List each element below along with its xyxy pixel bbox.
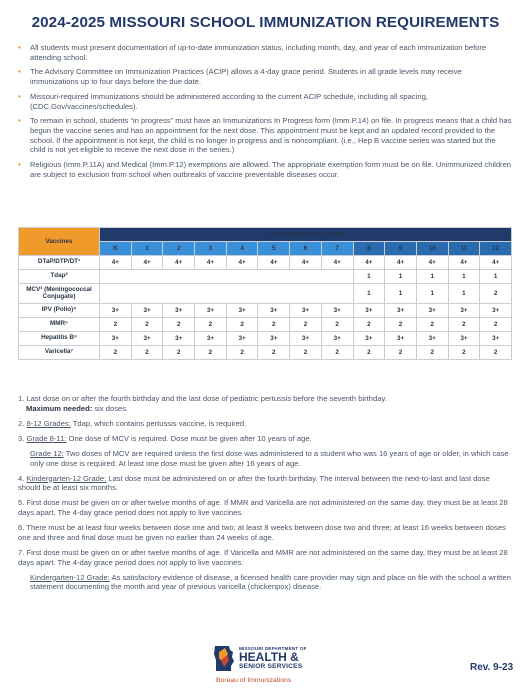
list-item: • Religious (Imm.P.11A) and Medical (Imm.P.12) exemptions are allowed. The appropriate exemption form must be on file. Unimmunized children are subject to exclusion from school when outbreaks of vaccine preventable diseases occur. (18, 160, 512, 179)
dose-cell: 4+ (226, 256, 258, 270)
dose-cell: 4+ (290, 256, 322, 270)
dose-cell: 2 (258, 346, 290, 360)
dose-cell: 3+ (131, 304, 163, 318)
table-row (19, 256, 512, 270)
grade-header: 2 (163, 242, 195, 256)
footnote-6: 6. There must be at least four weeks between dose one and two; at least 8 weeks between dose two and three; at least 16 weeks between doses one and three and final dose must be given no earlier than 24 weeks of age. (18, 523, 506, 542)
dose-cell: 3+ (448, 332, 480, 346)
dose-cell: 3+ (321, 332, 353, 346)
dose-cell: 2 (290, 346, 322, 360)
footnote-4: 4. Kindergarten-12 Grade: Last dose must be administered on or after the fourth birthday. The interval between the next-to-last and last dose should be at least six months. (18, 473, 490, 493)
dose-cell: 1 (480, 270, 512, 284)
dose-cell: 4+ (353, 256, 385, 270)
dose-cell: 3+ (226, 304, 258, 318)
list-item: • The Advisory Committee on Immunization Practices (ACIP) allows a 4-day grace period. Students in all grade levels may receive immunizations up to four days before the due date. (18, 67, 462, 87)
dose-cell: 3+ (416, 304, 448, 318)
dose-cell: 4+ (416, 256, 448, 270)
dhss-logo: MISSOURI DEPARTMENT OF HEALTH & SENIOR SERVICES Bureau of Immunizations (212, 644, 332, 690)
not-required-cell (100, 284, 354, 304)
dose-cell: 1 (448, 270, 480, 284)
dose-cell: 3+ (226, 332, 258, 346)
dose-header: Dose Required by Grade (100, 228, 512, 242)
vaccine-name: Hepatitis B⁶ (19, 332, 100, 346)
grade-header: 10 (416, 242, 448, 256)
dose-cell: 2 (385, 318, 417, 332)
vaccine-name: Tdap² (19, 270, 100, 284)
table-row (19, 270, 512, 284)
footnote-7-kindergarten: Kindergarten-12 Grade: As satisfactory evidence of disease, a licensed health care provider may sign and place on file with the school a written statement documenting the month and year of previous varicella (chickenpox) disease. (30, 572, 511, 592)
grade-header: 11 (448, 242, 480, 256)
vaccine-name: MCV³ (Meningococcal Conjugate) (19, 284, 100, 304)
dose-cell: 2 (226, 318, 258, 332)
footnote-3-grade-12: Grade 12: Two doses of MCV are required unless the first dose was administered to a student who was 16 years of age or older, in which case only one dose is required. At least one dose must be given after 16 years of age. (30, 448, 509, 468)
dose-cell: 2 (353, 346, 385, 360)
dose-cell: 2 (163, 318, 195, 332)
dose-cell: 2 (448, 346, 480, 360)
dose-cell: 3+ (290, 332, 322, 346)
dose-cell: 3+ (290, 304, 322, 318)
dose-cell: 1 (448, 284, 480, 304)
dose-table (18, 227, 512, 360)
dose-cell: 3+ (385, 332, 417, 346)
dose-cell: 3+ (416, 332, 448, 346)
dose-cell: 2 (100, 318, 132, 332)
dose-cell: 4+ (385, 256, 417, 270)
dose-cell: 1 (416, 284, 448, 304)
dose-cell: 1 (416, 270, 448, 284)
missouri-state-icon (212, 644, 236, 674)
grade-header: 9 (385, 242, 417, 256)
table-row (19, 346, 512, 360)
vaccine-name: MMR⁵ (19, 318, 100, 332)
dose-cell: 4+ (163, 256, 195, 270)
grade-header: 4 (226, 242, 258, 256)
bullet-icon: • (18, 116, 21, 126)
grade-header: K (100, 242, 132, 256)
dose-cell: 2 (226, 346, 258, 360)
grade-header: 12 (480, 242, 512, 256)
dose-cell: 1 (385, 284, 417, 304)
dose-cell: 1 (353, 284, 385, 304)
dose-cell: 3+ (100, 304, 132, 318)
dose-cell: 2 (448, 318, 480, 332)
list-item: • Missouri-required immunizations should be administered according to the current ACIP schedule, including all spacing, (CDC.Gov/vaccines/schedules). (18, 91, 428, 111)
dose-cell: 2 (353, 318, 385, 332)
dose-cell: 2 (416, 318, 448, 332)
dose-cell: 3+ (385, 304, 417, 318)
dose-cell: 3+ (163, 304, 195, 318)
dose-cell: 2 (321, 346, 353, 360)
dose-cell: 3+ (258, 332, 290, 346)
dose-cell: 4+ (195, 256, 227, 270)
footnote-1: 1. Last dose on or after the fourth birthday and the last dose of pediatric pertussis before the seventh birthday. Maximum needed: six doses. (18, 394, 387, 413)
grade-header: 1 (131, 242, 163, 256)
dose-cell: 2 (131, 346, 163, 360)
dose-cell: 3+ (480, 332, 512, 346)
grade-header: 3 (195, 242, 227, 256)
dose-cell: 4+ (100, 256, 132, 270)
footnote-5: 5. First dose must be given on or after twelve months of age. If MMR and Varicella are not administered on the same day, they must be at least 28 days apart. The 4-day grace period does not apply to live vaccines. (18, 498, 508, 518)
footnote-3: 3. Grade 8-11: One dose of MCV is required. Dose must be given after 10 years of age. (18, 433, 312, 443)
vaccine-name: DTaP/DTP/DT¹ (19, 256, 100, 270)
dose-cell: 2 (416, 346, 448, 360)
dose-cell: 2 (195, 346, 227, 360)
dose-cell: 1 (385, 270, 417, 284)
bullet-icon: • (18, 160, 21, 170)
dose-cell: 2 (163, 346, 195, 360)
dose-cell: 2 (480, 284, 512, 304)
table-row (19, 284, 512, 304)
grade-header: 7 (321, 242, 353, 256)
dose-cell: 2 (131, 318, 163, 332)
dose-cell: 3+ (100, 332, 132, 346)
not-required-cell (100, 270, 354, 284)
dose-cell: 4+ (258, 256, 290, 270)
dose-cell: 1 (353, 270, 385, 284)
dose-cell: 4+ (321, 256, 353, 270)
list-item: • To remain in school, students “in progress” must have an Immunizations In Progress form (Imm.P.14) on file. In progress means that a child has begun the vaccine series and has an appointment for the next dose. This appointment must be kept and an updated record provided to the school. If the appointment is not kept, the child is no longer in progress and is noncompliant. (i.e., Hep B vaccine series was started but the child is not yet eligible to receive the next dose in the series.) (18, 116, 512, 155)
footnote-7: 7. First dose must be given on or after twelve months of age. If Varicella and MMR are not administered on the same day, they must be at least 28 days apart. The 4-day grace period does not apply to live vaccines. (18, 547, 508, 567)
table-row (19, 332, 512, 346)
list-item: • All students must present documentation of up-to-date immunization status, including month, day, and year of each immunization before attending school. (18, 43, 487, 62)
table-row (19, 318, 512, 332)
dose-cell: 3+ (195, 332, 227, 346)
vaccine-name: IPV (Polio)⁴ (19, 304, 100, 318)
dose-cell: 3+ (195, 304, 227, 318)
dose-cell: 2 (195, 318, 227, 332)
dose-cell: 3+ (163, 332, 195, 346)
dose-cell: 3+ (448, 304, 480, 318)
revision-label: Rev. 9-23 (470, 662, 514, 673)
dose-cell: 2 (385, 346, 417, 360)
dose-cell: 3+ (480, 304, 512, 318)
dose-cell: 3+ (258, 304, 290, 318)
dose-cell: 3+ (353, 332, 385, 346)
dose-cell: 4+ (131, 256, 163, 270)
dose-cell: 2 (258, 318, 290, 332)
bullet-icon: • (18, 43, 21, 52)
grade-header: 8 (353, 242, 385, 256)
dose-cell: 3+ (353, 304, 385, 318)
vaccines-header: Vaccines (19, 228, 100, 256)
grade-header: 6 (290, 242, 322, 256)
dose-cell: 2 (321, 318, 353, 332)
dose-cell: 2 (480, 346, 512, 360)
dose-cell: 4+ (480, 256, 512, 270)
footnotes (18, 394, 514, 597)
vaccine-name: Varicella⁷ (19, 346, 100, 360)
dose-cell: 3+ (321, 304, 353, 318)
grade-header: 5 (258, 242, 290, 256)
dose-cell: 3+ (131, 332, 163, 346)
footnote-2: 2. 8-12 Grades: Tdap, which contains pertussis vaccine, is required. (18, 418, 247, 428)
dose-cell: 2 (480, 318, 512, 332)
table-row (19, 304, 512, 318)
dose-cell: 2 (100, 346, 132, 360)
dose-cell: 2 (290, 318, 322, 332)
requirements-list (18, 43, 512, 185)
bullet-icon: • (18, 67, 21, 77)
bullet-icon: • (18, 91, 21, 101)
page-title: 2024-2025 MISSOURI SCHOOL IMMUNIZATION REQUIREMENTS (31, 14, 500, 31)
dose-body (19, 256, 512, 360)
dose-cell: 4+ (448, 256, 480, 270)
